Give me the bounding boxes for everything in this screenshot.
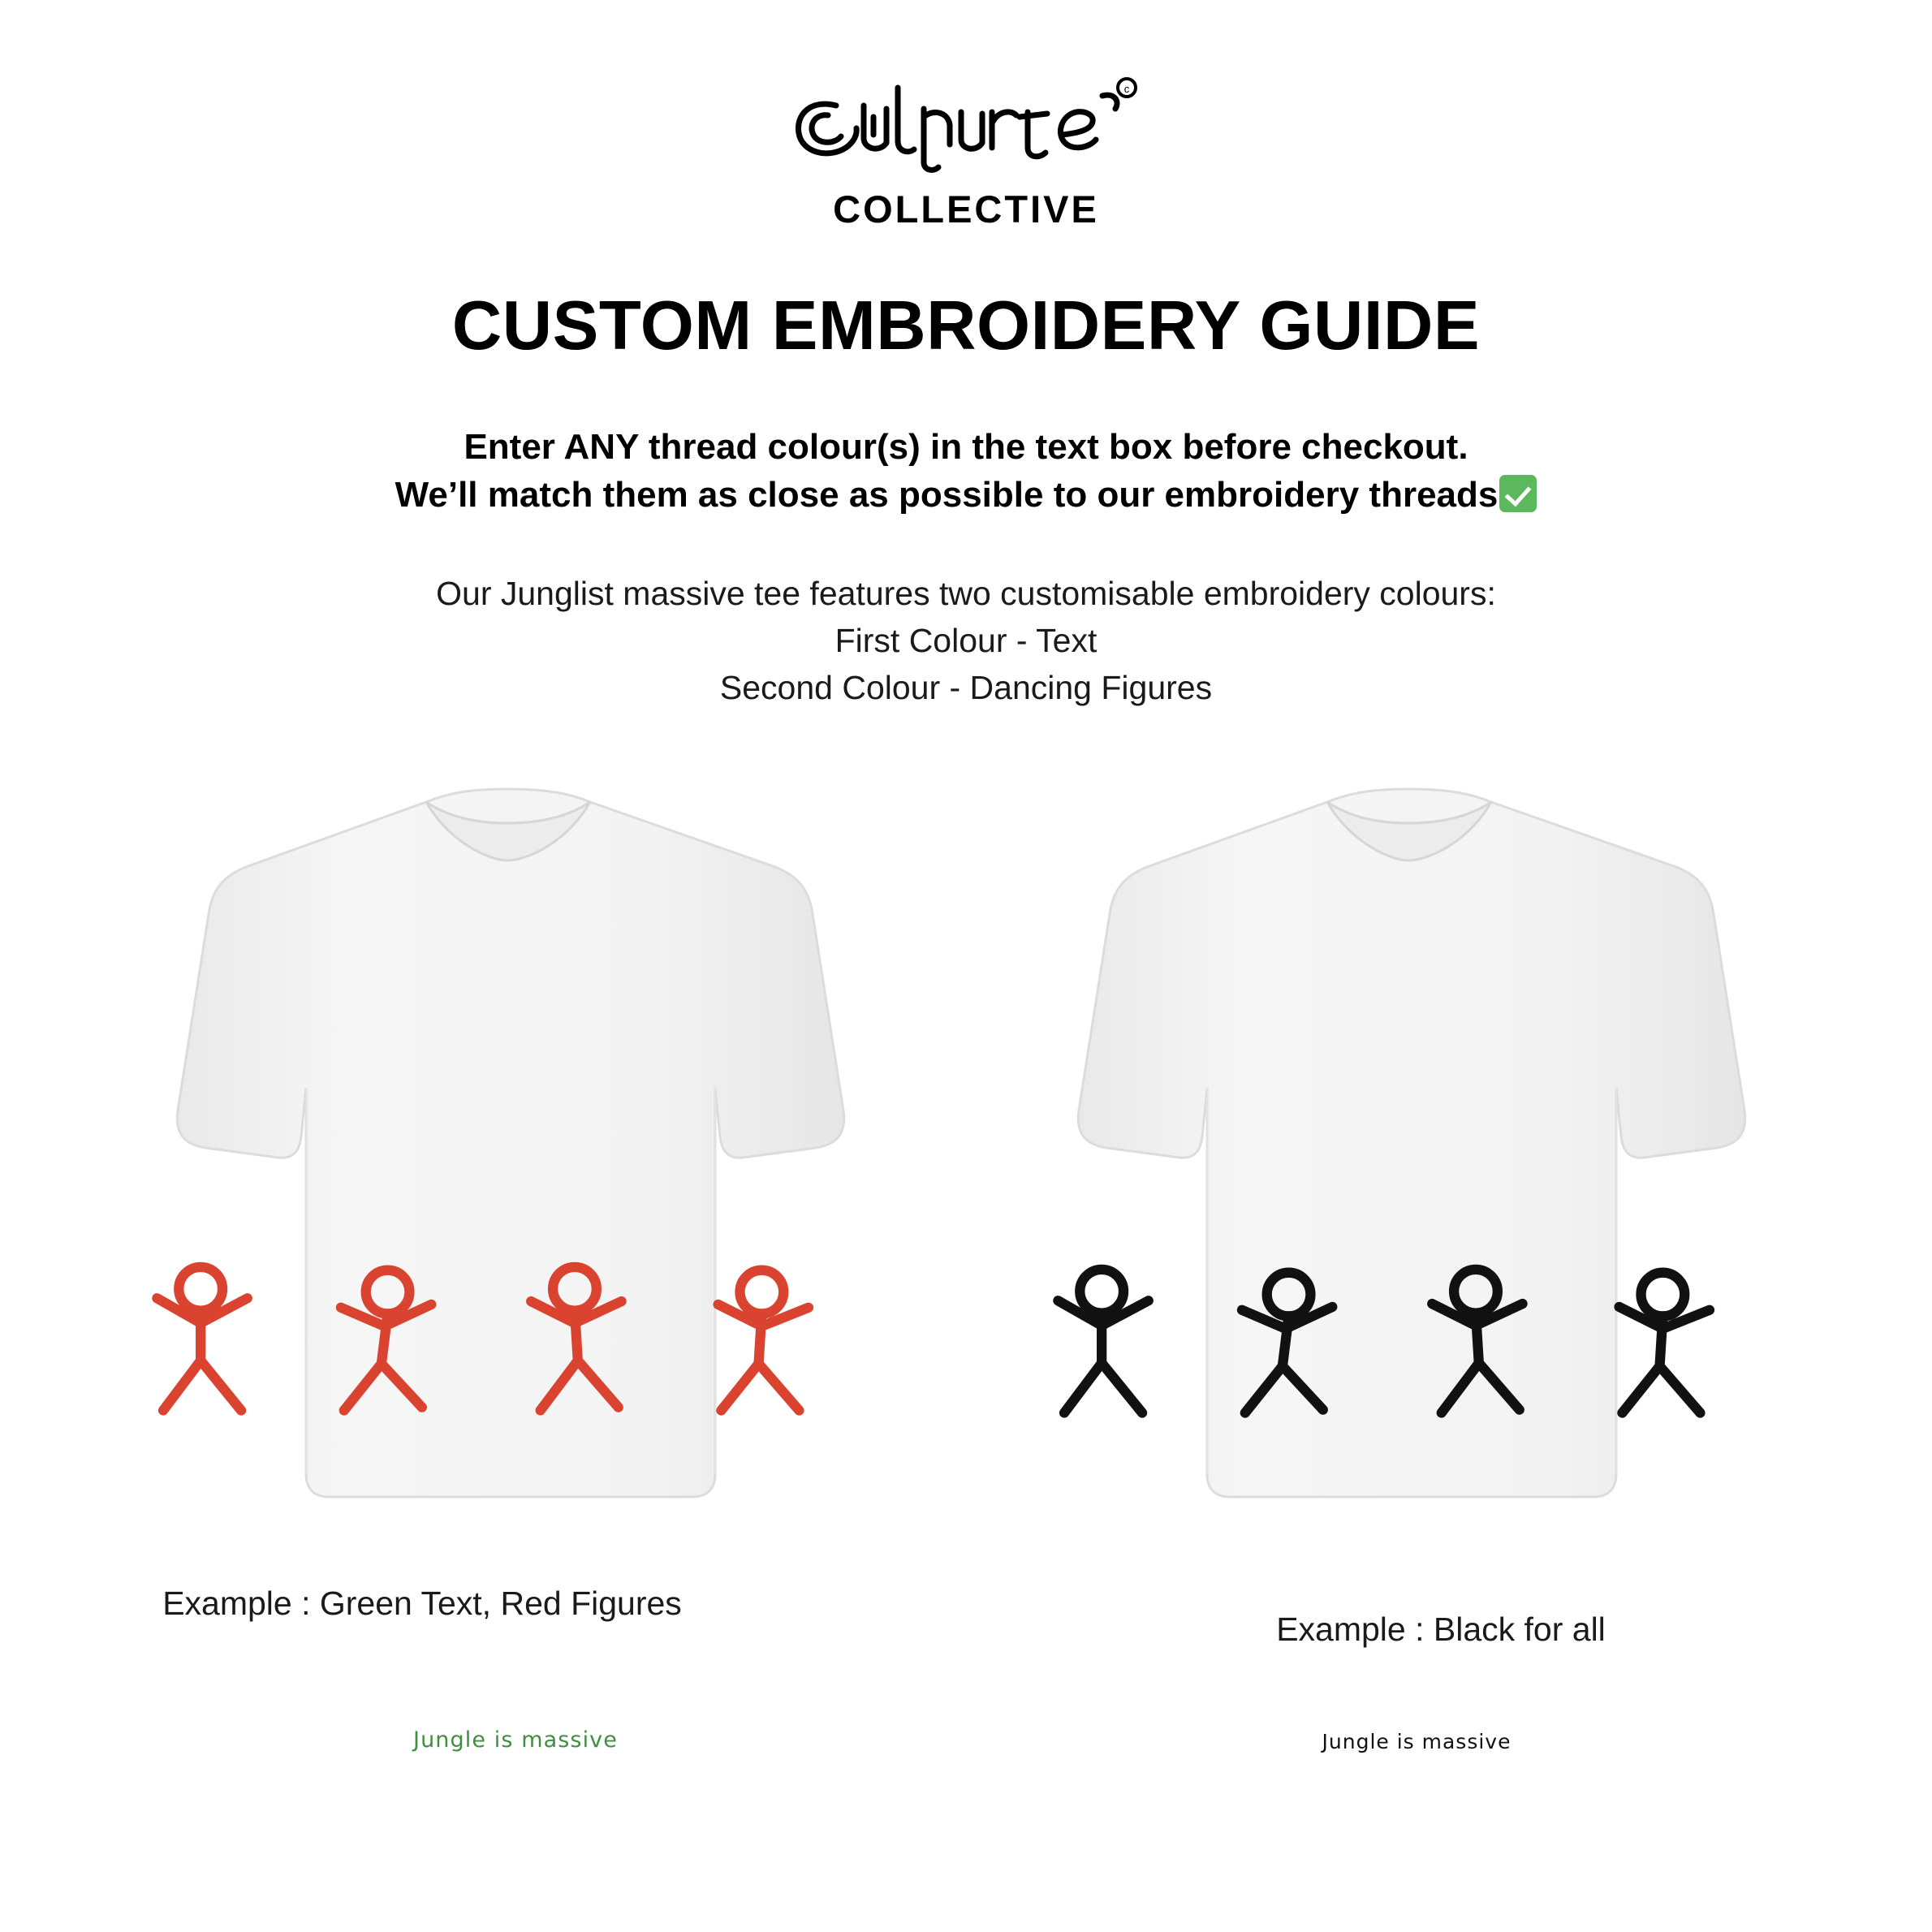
example-green-red <box>101 770 929 1753</box>
instruction-line-2-wrapper <box>395 471 1537 519</box>
description-line-2: First Colour - Text <box>834 622 1098 659</box>
embroidery-design-left <box>394 960 637 1753</box>
svg-text:c: c <box>1123 83 1130 95</box>
instructions-block <box>395 423 1537 520</box>
instruction-line-1: Enter ANY thread colour(s) in the text box before checkout. <box>464 427 1468 467</box>
brand-logo <box>779 63 1153 231</box>
embroidery-text-left: Jungle is massive <box>413 1727 618 1753</box>
description-line-3: Second Colour - Dancing Figures <box>719 669 1213 707</box>
page-title: CUSTOM EMBROIDERY GUIDE <box>451 287 1481 364</box>
dancing-figures-icon <box>126 960 905 1723</box>
caption-left: Example : Green Text, Red Figures <box>162 1585 682 1623</box>
examples-row <box>0 770 1932 1754</box>
embroidery-design-right <box>1307 963 1526 1753</box>
embroidery-text-right: Jungle is massive <box>1322 1730 1512 1754</box>
green-check-icon <box>1499 475 1537 512</box>
description-block <box>436 570 1496 712</box>
dancing-figures-icon <box>1027 963 1806 1726</box>
example-all-black <box>1003 770 1831 1754</box>
description-line-1: Our Junglist massive tee features two customisable embroidery colours: <box>436 574 1496 612</box>
instruction-line-2: We’ll match them as close as possible to our embroidery threads <box>395 475 1499 515</box>
culture-script-logo-icon <box>779 63 1153 185</box>
caption-right: Example : Black for all <box>1276 1611 1606 1649</box>
brand-subtitle: COLLECTIVE <box>833 188 1099 231</box>
